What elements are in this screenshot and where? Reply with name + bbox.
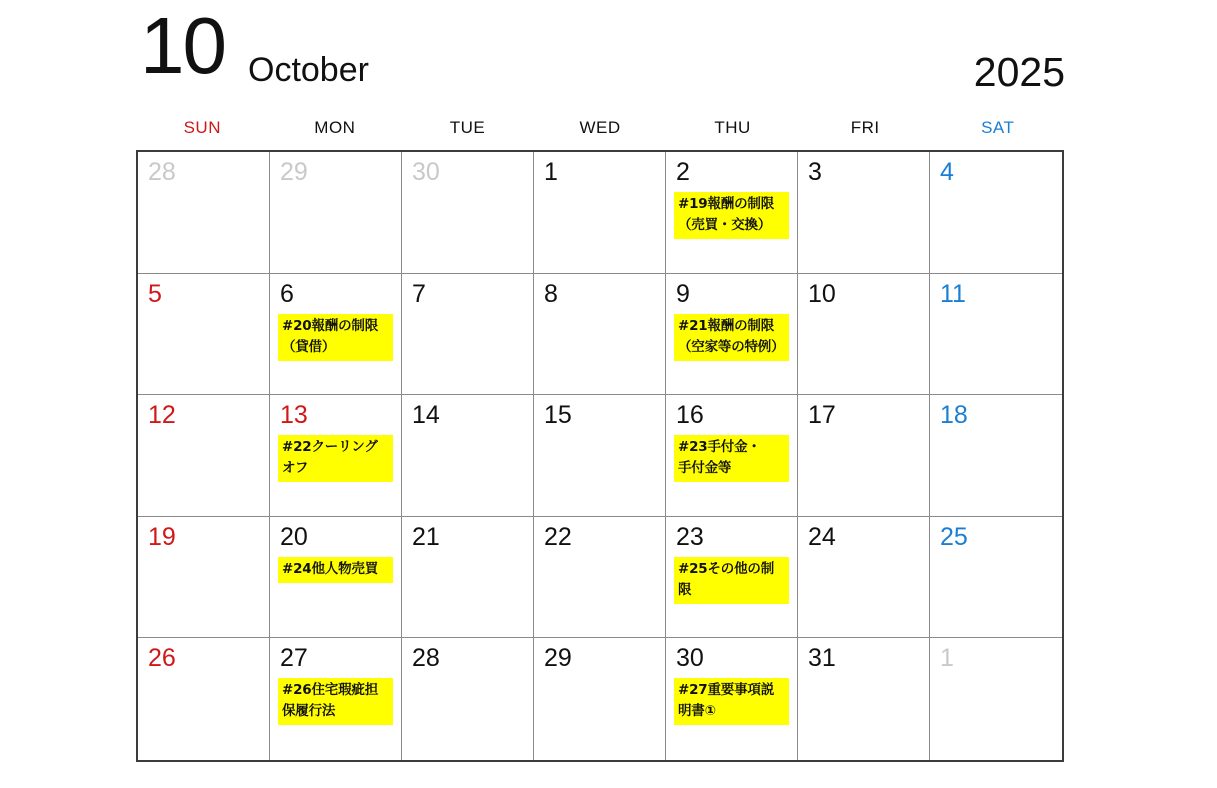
- day-number: 20: [280, 522, 308, 551]
- event-list: [674, 435, 789, 482]
- day-cell[interactable]: [534, 395, 666, 517]
- day-number: 1: [940, 644, 954, 673]
- event-chip[interactable]: [674, 557, 789, 604]
- day-number: 29: [280, 158, 308, 186]
- day-number: 30: [412, 158, 440, 186]
- event-list: [674, 557, 789, 604]
- event-chip[interactable]: [278, 557, 393, 583]
- day-cell[interactable]: [270, 152, 402, 274]
- day-number: 28: [148, 158, 176, 186]
- event-chip[interactable]: [278, 678, 393, 725]
- event-list: [674, 314, 789, 361]
- day-number: 12: [148, 401, 176, 430]
- weekday-label-mon: MON: [314, 118, 356, 137]
- day-number: 26: [148, 644, 176, 673]
- event-text-line: #20報酬の制限: [282, 317, 378, 334]
- day-cell[interactable]: [534, 152, 666, 274]
- day-cell[interactable]: [138, 638, 270, 760]
- event-chip[interactable]: [674, 435, 789, 482]
- day-number: 7: [412, 279, 426, 308]
- event-chip[interactable]: [674, 192, 789, 239]
- day-cell[interactable]: [402, 517, 534, 639]
- day-cell[interactable]: [930, 395, 1062, 517]
- day-number: 31: [808, 644, 836, 673]
- day-number: 25: [940, 522, 968, 551]
- day-number: 2: [676, 158, 690, 186]
- day-number: 18: [940, 401, 968, 430]
- day-number: 19: [148, 522, 176, 551]
- calendar-grid: [136, 150, 1064, 762]
- event-text-line: #22クーリング: [282, 439, 378, 456]
- day-number: 24: [808, 522, 836, 551]
- month-number: 10: [140, 1, 225, 90]
- day-cell[interactable]: [402, 638, 534, 760]
- day-cell[interactable]: [666, 638, 798, 760]
- event-text-line: （貸借）: [282, 338, 336, 355]
- event-text-line: #24他人物売買: [282, 560, 378, 577]
- day-cell[interactable]: [534, 274, 666, 396]
- event-chip[interactable]: [674, 678, 789, 725]
- weekday-label-fri: FRI: [850, 118, 880, 137]
- day-cell[interactable]: [270, 638, 402, 760]
- day-number: 17: [808, 401, 836, 430]
- day-cell[interactable]: [798, 152, 930, 274]
- day-cell[interactable]: [402, 152, 534, 274]
- event-text-line: #27重要事項説: [678, 682, 774, 699]
- day-number: 10: [808, 279, 836, 308]
- month-name: October: [248, 51, 369, 89]
- day-cell[interactable]: [930, 638, 1062, 760]
- event-text-line: 明書①: [678, 703, 716, 720]
- day-cell[interactable]: [666, 395, 798, 517]
- day-cell[interactable]: [798, 517, 930, 639]
- event-text-line: #19報酬の制限: [678, 196, 774, 212]
- event-text-line: （売買・交換）: [678, 217, 772, 233]
- day-cell[interactable]: [666, 274, 798, 396]
- event-text-line: #26住宅瑕疵担: [282, 682, 378, 699]
- day-number: 15: [544, 401, 572, 430]
- day-cell[interactable]: [138, 274, 270, 396]
- weekday-label-sun: SUN: [183, 118, 221, 137]
- weekday-header-row: [136, 118, 1064, 148]
- day-cell[interactable]: [138, 152, 270, 274]
- day-cell[interactable]: [930, 274, 1062, 396]
- event-text-line: #23手付金・: [678, 439, 761, 456]
- day-cell[interactable]: [138, 517, 270, 639]
- weekday-label-thu: THU: [714, 118, 751, 137]
- day-cell[interactable]: [270, 274, 402, 396]
- weekday-label-sat: SAT: [981, 118, 1015, 137]
- event-list: [278, 557, 393, 583]
- event-text-line: 保履行法: [282, 703, 336, 720]
- event-list: [674, 192, 789, 239]
- event-chip[interactable]: [674, 314, 789, 361]
- day-number: 4: [940, 158, 954, 186]
- day-cell[interactable]: [402, 274, 534, 396]
- day-number: 28: [412, 644, 440, 673]
- day-number: 23: [676, 522, 704, 551]
- day-number: 14: [412, 401, 440, 430]
- event-text-line: #25その他の制: [678, 560, 774, 577]
- day-cell[interactable]: [666, 517, 798, 639]
- event-text-line: #21報酬の制限: [678, 317, 774, 334]
- day-cell[interactable]: [666, 152, 798, 274]
- day-cell[interactable]: [138, 395, 270, 517]
- event-list: [278, 435, 393, 482]
- day-number: 8: [544, 279, 558, 308]
- day-number: 3: [808, 158, 822, 186]
- event-chip[interactable]: [278, 435, 393, 482]
- day-number: 11: [940, 279, 966, 308]
- day-number: 22: [544, 522, 572, 551]
- year-label: 2025: [973, 49, 1065, 95]
- day-cell[interactable]: [270, 395, 402, 517]
- day-number: 21: [412, 522, 440, 551]
- weekday-label-wed: WED: [579, 118, 621, 137]
- day-number: 30: [676, 644, 704, 673]
- day-cell[interactable]: [270, 517, 402, 639]
- event-text-line: オフ: [282, 460, 309, 477]
- day-number: 13: [280, 401, 308, 430]
- calendar-header: [0, 0, 1217, 112]
- day-cell[interactable]: [534, 638, 666, 760]
- event-text-line: 限: [678, 581, 692, 598]
- day-number: 9: [676, 279, 690, 308]
- event-list: [278, 314, 393, 361]
- day-number: 5: [148, 279, 162, 308]
- day-cell[interactable]: [534, 517, 666, 639]
- day-number: 6: [280, 279, 294, 308]
- weekday-label-tue: TUE: [449, 118, 486, 137]
- day-number: 16: [676, 401, 704, 430]
- day-number: 29: [544, 644, 572, 673]
- day-cell[interactable]: [798, 638, 930, 760]
- event-chip[interactable]: [278, 314, 393, 361]
- day-cell[interactable]: [798, 274, 930, 396]
- day-cell[interactable]: [402, 395, 534, 517]
- event-list: [674, 678, 789, 725]
- day-number: 1: [544, 158, 558, 186]
- event-list: [278, 678, 393, 725]
- day-cell[interactable]: [798, 395, 930, 517]
- day-cell[interactable]: [930, 517, 1062, 639]
- event-text-line: （空家等の特例）: [678, 338, 785, 355]
- day-cell[interactable]: [930, 152, 1062, 274]
- day-number: 27: [280, 644, 308, 673]
- event-text-line: 手付金等: [678, 460, 732, 477]
